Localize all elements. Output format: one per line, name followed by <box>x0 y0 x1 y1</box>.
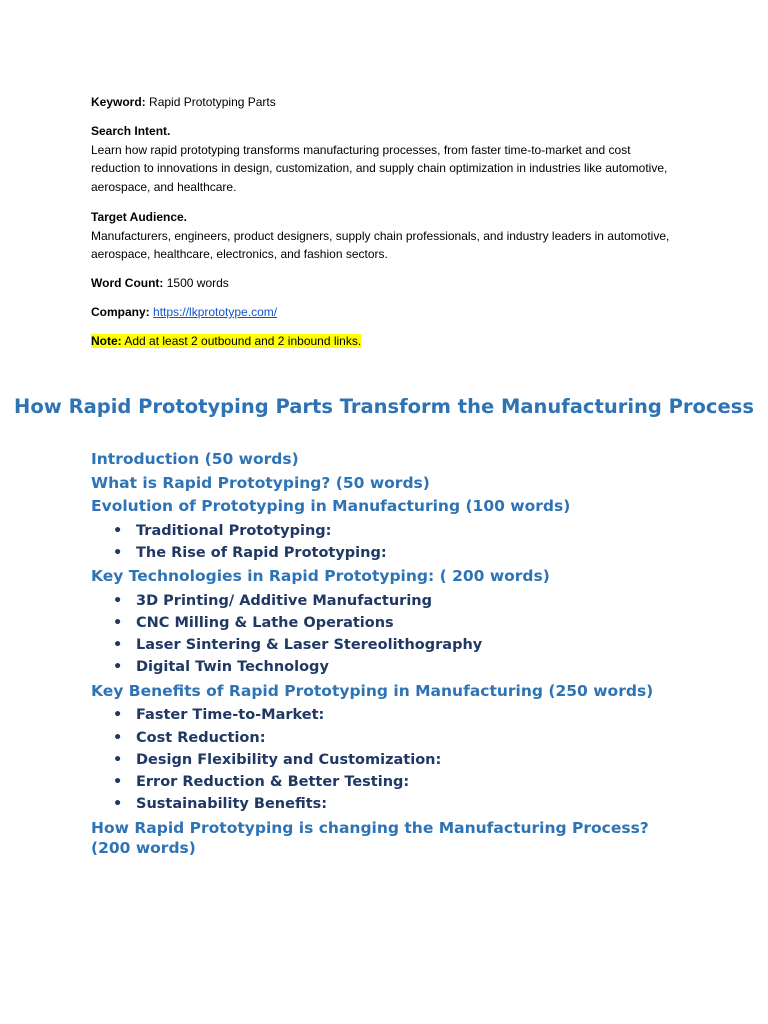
article-outline <box>91 449 691 862</box>
evolution-subheadings <box>91 520 691 565</box>
heading-evolution: Evolution of Prototyping in Manufacturing (100 words) <box>91 497 571 515</box>
bullet-icon: • <box>113 659 123 676</box>
subheading-text: CNC Milling & Lathe Operations <box>136 614 394 631</box>
list-item <box>91 771 691 793</box>
word-count-value: 1500 words <box>163 276 229 290</box>
bullet-icon: • <box>113 796 123 813</box>
bullet-icon: • <box>113 614 123 631</box>
list-item <box>91 793 691 815</box>
search-intent-text: Learn how rapid prototyping transforms manufacturing processes, from faster time-to-market and cost reduction to innovations in design, customization, and supply chain optimization in industries like automotive, aerospace, and healthcare. <box>91 142 668 194</box>
note-highlight <box>91 334 361 348</box>
search-intent-block <box>91 122 681 196</box>
bullet-icon: • <box>113 774 123 791</box>
target-audience-block <box>91 208 681 264</box>
heading-introduction: Introduction (50 words) <box>91 450 299 468</box>
subheading-text: Sustainability Benefits: <box>136 796 328 813</box>
target-audience-label: Target Audience. <box>91 210 188 224</box>
subheading-text: The Rise of Rapid Prototyping: <box>136 544 387 561</box>
heading-changing-process: How Rapid Prototyping is changing the Manufacturing Process? (200 words) <box>91 818 649 858</box>
note-label: Note: <box>91 334 122 348</box>
bullet-icon: • <box>113 751 123 768</box>
subheading-text: Cost Reduction: <box>136 729 266 746</box>
list-item <box>91 520 691 542</box>
list-item <box>91 612 691 634</box>
keyword-value: Rapid Prototyping Parts <box>145 95 276 109</box>
list-item <box>91 727 691 749</box>
list-item <box>91 542 691 564</box>
subheading-text: Digital Twin Technology <box>136 659 329 676</box>
heading-what-is: What is Rapid Prototyping? (50 words) <box>91 473 430 492</box>
word-count-label: Word Count: <box>91 276 164 290</box>
word-count-line <box>91 274 229 293</box>
subheading-text: Laser Sintering & Laser Stereolithography <box>136 637 483 654</box>
bullet-icon: • <box>113 544 123 561</box>
subheading-text: Error Reduction & Better Testing: <box>136 774 410 791</box>
technologies-subheadings <box>91 590 691 679</box>
subheading-text: Design Flexibility and Customization: <box>136 751 442 768</box>
bullet-icon: • <box>113 522 123 539</box>
list-item <box>91 590 691 612</box>
list-item <box>91 634 691 656</box>
benefits-subheadings <box>91 704 691 815</box>
keyword-line <box>91 93 276 112</box>
list-item <box>91 749 691 771</box>
note-text: Add at least 2 outbound and 2 inbound links. <box>121 334 362 348</box>
list-item <box>91 656 691 678</box>
document-title: How Rapid Prototyping Parts Transform the Manufacturing Process <box>14 395 754 418</box>
bullet-icon: • <box>113 592 123 609</box>
target-audience-text: Manufacturers, engineers, product designers, supply chain professionals, and industry leaders in automotive, aerospace, healthcare, electronics, and fashion sectors. <box>91 228 670 261</box>
heading-key-benefits: Key Benefits of Rapid Prototyping in Manufacturing (250 words) <box>91 681 654 700</box>
search-intent-label: Search Intent. <box>91 124 171 138</box>
subheading-text: Faster Time-to-Market: <box>136 707 325 724</box>
list-item <box>91 704 691 726</box>
company-link[interactable]: https://lkprototype.com/ <box>153 305 278 319</box>
subheading-text: Traditional Prototyping: <box>136 522 332 539</box>
bullet-icon: • <box>113 729 123 746</box>
subheading-text: 3D Printing/ Additive Manufacturing <box>136 592 433 609</box>
heading-key-technologies: Key Technologies in Rapid Prototyping: ( 200 words) <box>91 567 550 586</box>
company-line <box>91 303 277 322</box>
note-line <box>91 332 361 351</box>
company-label: Company: <box>91 305 150 319</box>
bullet-icon: • <box>113 707 123 724</box>
keyword-label: Keyword: <box>91 95 146 109</box>
bullet-icon: • <box>113 637 123 654</box>
